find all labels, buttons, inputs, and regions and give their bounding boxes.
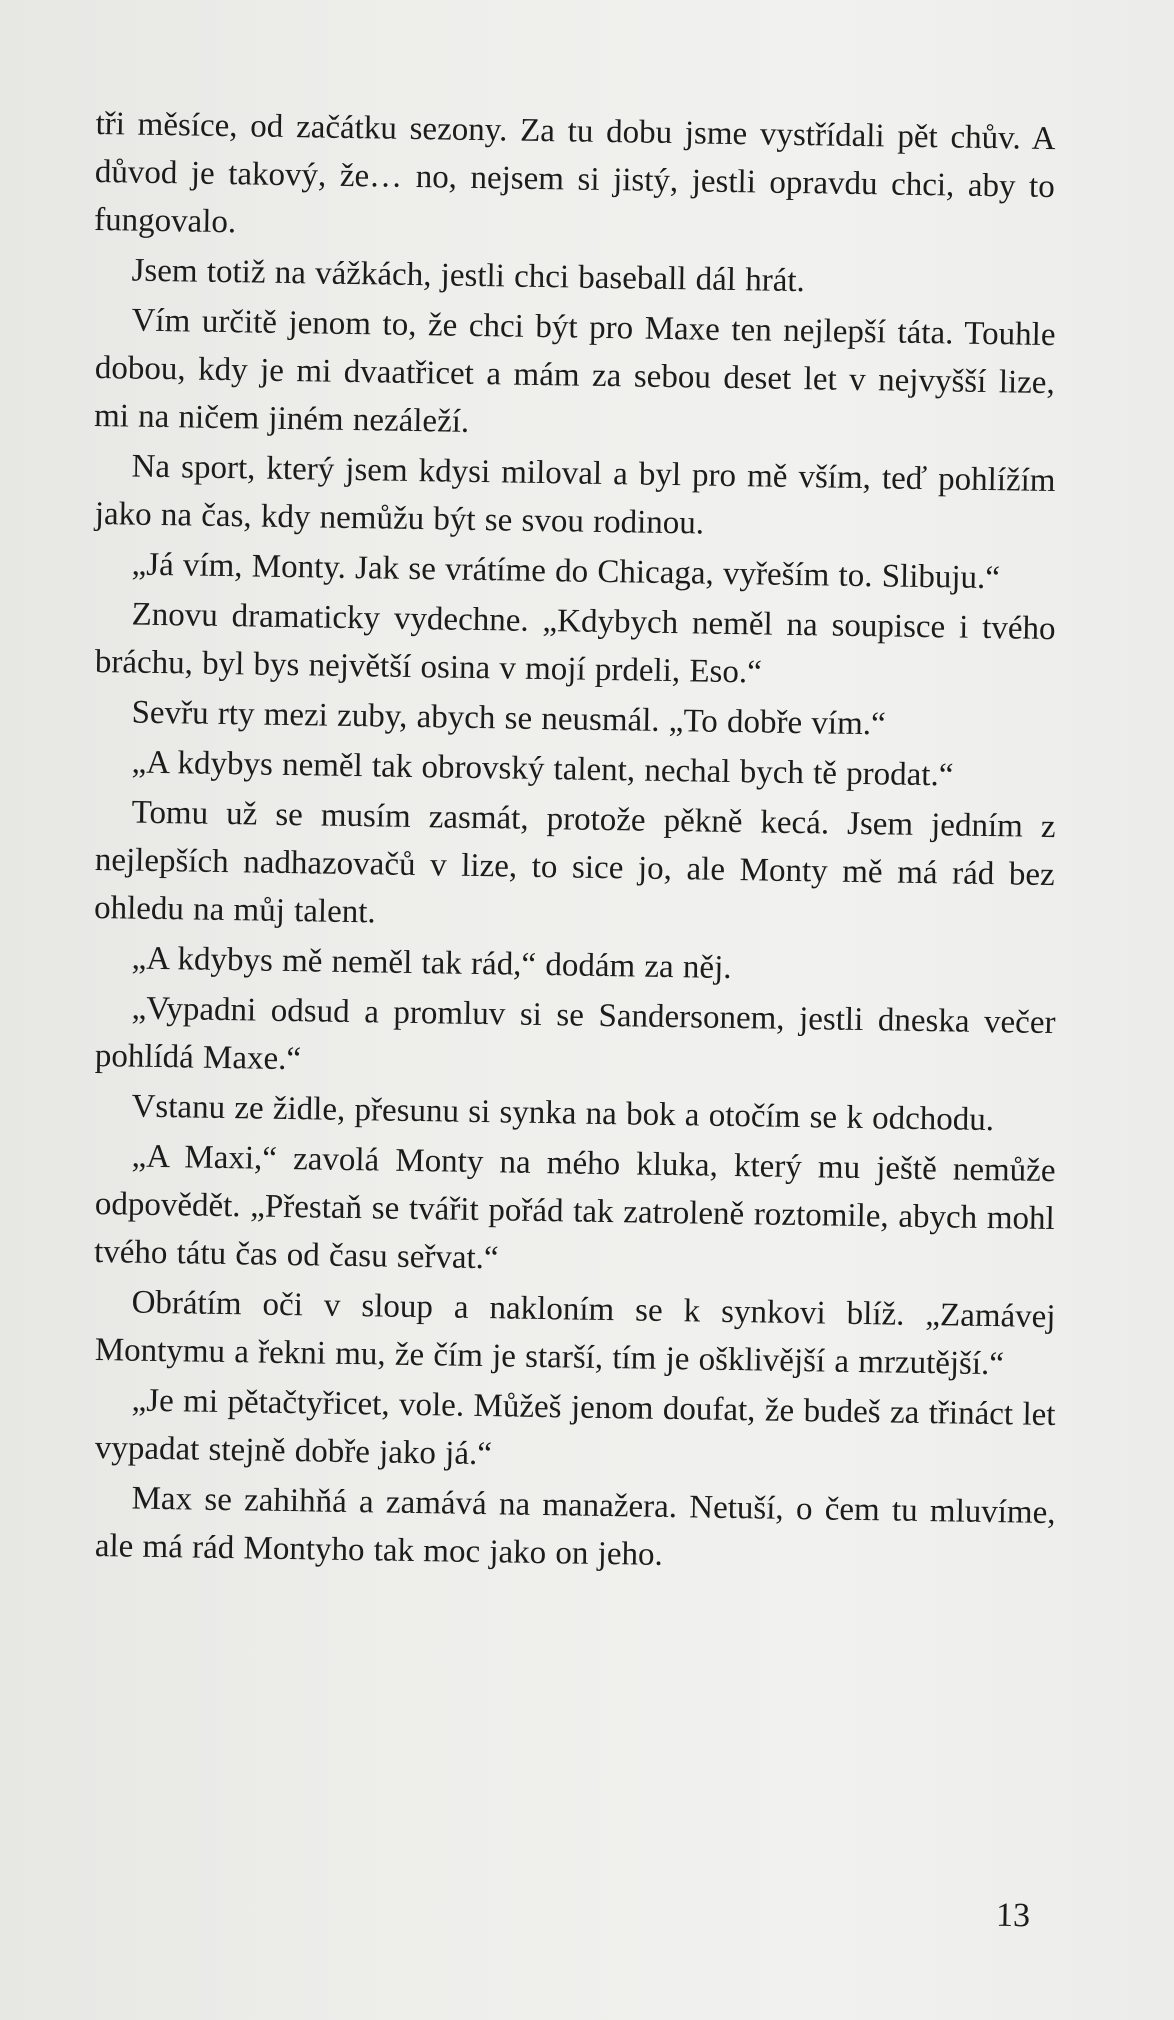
paragraph: Na sport, který jsem kdysi miloval a byl pro mě vším, teď pohlížím jako na čas, kdy nemůžu být se svou rodinou. [94,448,1056,542]
paragraph: Obrátím oči v sloup a nakloním se k synkovi blíž. „Zamávej Montymu a řekni mu, že čím je starší, tím je ošklivější a mrzutější.“ [94,1284,1056,1383]
paragraph: Vstanu ze židle, přesunu si synka na bok a otočím se k odchodu. [131,1088,995,1139]
paragraph: „Je mi pětačtyřicet, vole. Můžeš jenom doufat, že budeš za třináct let vypadat stejně dobře jako já.“ [94,1382,1056,1473]
paragraph: „A kdybys mě neměl tak rád,“ dodám za něj. [131,940,732,986]
paragraph: tři měsíce, od začátku sezony. Za tu dobu jsme vystřídali pět chův. A důvod je takový, že… no, nejsem si jistý, jestli opravdu chci, aby to fungovalo. [93,105,1056,241]
paragraph: Max se zahihňá a zamává na manažera. Netuší, o čem tu mluvíme, ale má rád Montyho tak moc jako on jeho. [94,1480,1056,1573]
paragraph: Jsem totiž na vážkách, jestli chci baseball dál hrát. [131,252,806,300]
paragraph: Znovu dramaticky vydechne. „Kdybych neměl na soupisce i tvého bráchu, byl bys největší osina v mojí prdeli, Eso.“ [94,596,1056,691]
paragraph: „A Maxi,“ zavolá Monty na mého kluka, který mu ještě nemůže odpovědět. „Přestaň se tvářit pořád tak zatroleně roztomile, abych mohl tvého tátu čas od času seřvat.“ [93,1138,1056,1277]
paragraph: Vím určitě jenom to, že chci být pro Maxe ten nejlepší táta. Touhle dobou, kdy je mi dvaatřicet a mám za sebou deset let v nejvyšší lize, mi na ničem jiném nezáleží. [93,302,1056,440]
body-text [93,100,1056,1573]
paragraph: „A kdybys neměl tak obrovský talent, nechal bych tě prodat.“ [131,744,954,794]
paragraph: Sevřu rty mezi zuby, abych se neusmál. „To dobře vím.“ [131,694,886,743]
paragraph: „Já vím, Monty. Jak se vrátíme do Chicaga, vyřeším to. Slibuju.“ [131,546,1001,597]
paragraph: Tomu už se musím zasmát, protože pěkně kecá. Jsem jedním z nejlepších nadhazovačů v lize, to sice jo, ale Monty mě má rád bez ohledu na můj talent. [93,794,1056,931]
page-number: 13 [995,1896,1031,1935]
paragraph: „Vypadni odsud a promluv si se Sandersonem, jestli dneska večer pohlídá Maxe.“ [94,990,1056,1078]
